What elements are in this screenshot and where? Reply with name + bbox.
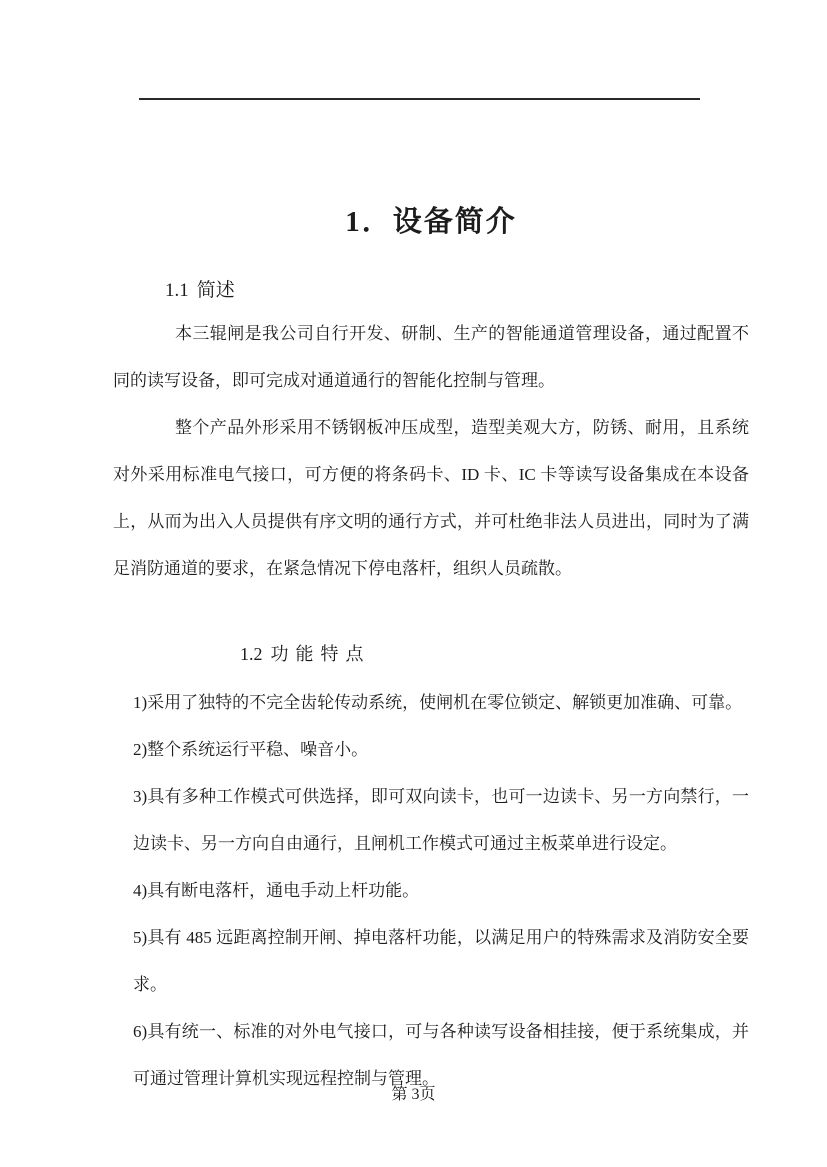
page-title: 1．设备简介 [345, 206, 517, 238]
feature-item-2: 2)整个系统运行平稳、噪音小。 [133, 740, 369, 759]
section-1-2-number: 1.2 [240, 644, 263, 664]
feature-list [113, 679, 749, 1102]
feature-item-5: 5)具有 485 远距离控制开闸、掉电落杆功能，以满足用户的特殊需求及消防安全要求。 [133, 928, 749, 994]
feature-item-6: 6)具有统一、标准的对外电气接口，可与各种读写设备相挂接，便于系统集成，并可通过管理计算机实现远程控制与管理。 [133, 1022, 749, 1088]
paragraph-intro: 本三辊闸是我公司自行开发、研制、生产的智能通道管理设备，通过配置不同的读写设备，即可完成对通道通行的智能化控制与管理。 [113, 324, 749, 390]
feature-item-3: 3)具有多种工作模式可供选择，即可双向读卡，也可一边读卡、另一方向禁行，一边读卡、另一方向自由通行，且闸机工作模式可通过主板菜单进行设定。 [133, 787, 749, 853]
section-1-1-title: 简述 [196, 280, 235, 301]
section-heading-1-1 [165, 277, 749, 305]
page-content [113, 0, 749, 1102]
section-1-1-number: 1.1 [165, 280, 189, 301]
page-number: 第 3页 [391, 1086, 436, 1103]
feature-item-4: 4)具有断电落杆，通电手动上杆功能。 [133, 881, 420, 900]
feature-item-1: 1)采用了独特的不完全齿轮传动系统，使闸机在零位锁定、解锁更加准确、可靠。 [133, 693, 743, 712]
paragraph-product-description: 整个产品外形采用不锈钢板冲压成型，造型美观大方，防锈、耐用，且系统对外采用标准电气接口，可方便的将条码卡、ID 卡、IC 卡等读写设备集成在本设备上，从而为出入人员提供有序文明的通行方式，并可杜绝非法人员进出，同时为了满足消防通道的要求，在紧急情况下停电落杆，组织人员疏散。 [113, 418, 749, 578]
section-heading-1-2 [240, 639, 749, 669]
section-1-2-title: 功能特点 [270, 644, 371, 664]
